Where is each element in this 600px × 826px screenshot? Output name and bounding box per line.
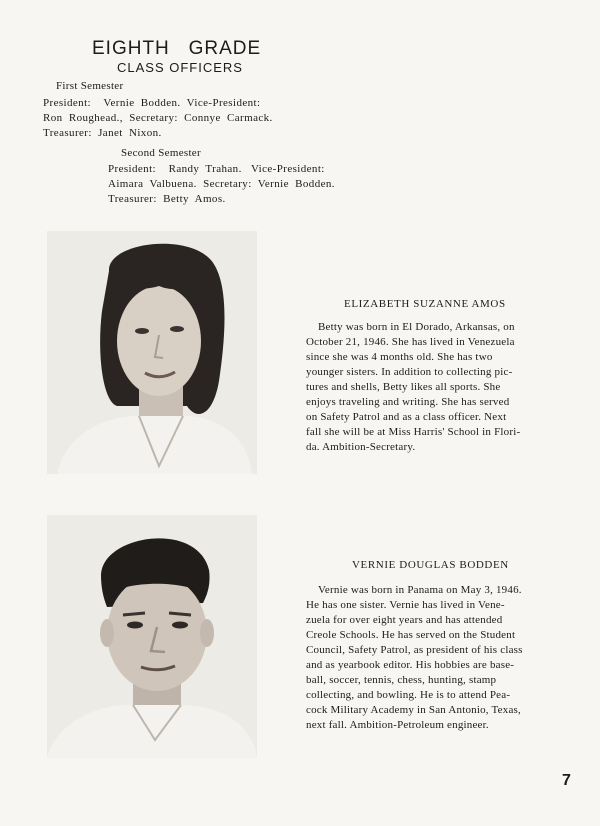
second-semester-line: Treasurer: Betty Amos. (108, 193, 226, 205)
class-officers-title: CLASS OFFICERS (117, 60, 243, 75)
student-name-amos: ELIZABETH SUZANNE AMOS (344, 298, 506, 310)
second-semester-line: Aimara Valbuena. Secretary: Vernie Bodden. (108, 178, 335, 190)
grade-title: EIGHTH GRADE (92, 38, 262, 59)
bio-line-amos: enjoys traveling and writing. She has served (306, 396, 510, 408)
bio-line-bodden: Creole Schools. He has served on the Student (306, 629, 516, 641)
bio-line-bodden: Vernie was born in Panama on May 3, 1946. (318, 584, 522, 596)
bio-line-bodden: next fall. Ambition-Petroleum engineer. (306, 719, 489, 731)
student-name-bodden: VERNIE DOUGLAS BODDEN (352, 559, 509, 571)
bio-line-bodden: collecting, and bowling. He is to attend Pea- (306, 689, 511, 701)
bio-line-amos: fall she will be at Miss Harris' School in Flori- (306, 426, 521, 438)
bio-line-bodden: zuela for over eight years and has attended (306, 614, 503, 626)
first-semester-line: Treasurer: Janet Nixon. (43, 127, 162, 139)
second-semester-line: President: Randy Trahan. Vice-President: (108, 163, 325, 175)
student-photo-amos (47, 231, 257, 474)
bio-line-bodden: cock Military Academy in San Antonio, Texas, (306, 704, 521, 716)
bio-line-bodden: He has one sister. Vernie has lived in Vene- (306, 599, 505, 611)
bio-line-amos: since she was 4 months old. She has two (306, 351, 493, 363)
bio-line-bodden: Council, Safety Patrol, as president of his class (306, 644, 523, 656)
first-semester-line: President: Vernie Bodden. Vice-President: (43, 97, 261, 109)
first-semester-line: Ron Roughead., Secretary: Connye Carmack. (43, 112, 273, 124)
bio-line-amos: younger sisters. In addition to collecting pic- (306, 366, 513, 378)
page-number: 7 (562, 772, 571, 789)
bio-line-bodden: and as yearbook editor. His hobbies are base- (306, 659, 515, 671)
bio-line-amos: on Safety Patrol and as a class officer. Next (306, 411, 507, 423)
bio-line-amos: October 21, 1946. She has lived in Venezuela (306, 336, 515, 348)
bio-line-amos: tures and shells, Betty likes all sports. She (306, 381, 501, 393)
first-semester-heading: First Semester (56, 80, 124, 92)
bio-line-amos: da. Ambition-Secretary. (306, 441, 416, 453)
second-semester-heading: Second Semester (121, 147, 201, 159)
bio-line-bodden: ball, soccer, tennis, chess, hunting, stamp (306, 674, 497, 686)
bio-line-amos: Betty was born in El Dorado, Arkansas, on (318, 321, 515, 333)
student-photo-bodden (47, 515, 257, 758)
